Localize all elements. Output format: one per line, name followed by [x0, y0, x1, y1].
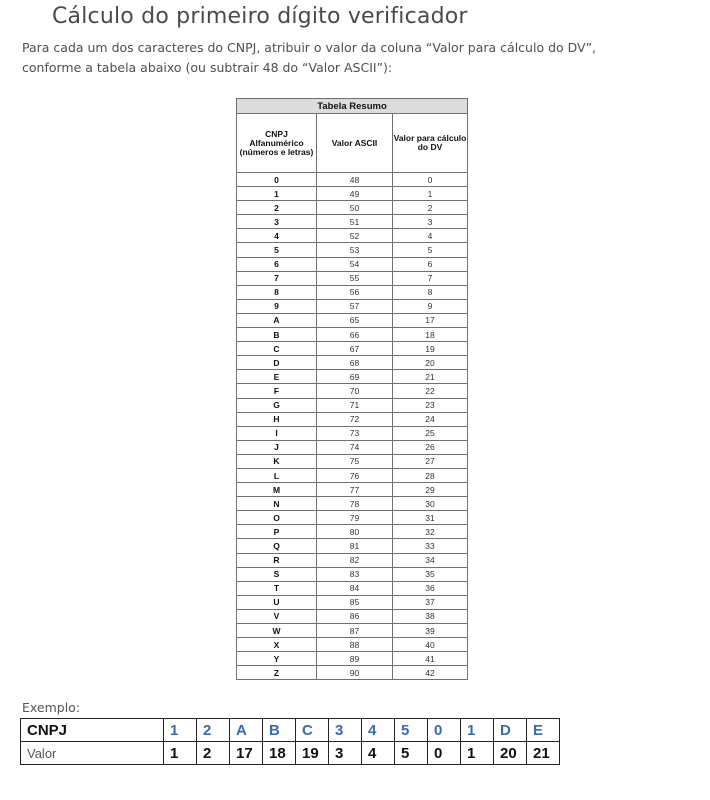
- example-row-valor: [21, 742, 560, 765]
- cell-dv-value: 1: [393, 187, 468, 201]
- example-value-cell: 5: [395, 742, 428, 765]
- cell-dv-value: 22: [393, 384, 468, 398]
- cell-ascii: 82: [317, 553, 393, 567]
- cell-ascii: 52: [317, 229, 393, 243]
- cell-character: V: [237, 609, 317, 623]
- cell-character: O: [237, 511, 317, 525]
- example-row-cnpj: [21, 719, 560, 742]
- cell-ascii: 73: [317, 426, 393, 440]
- cell-ascii: 75: [317, 454, 393, 468]
- example-character-cell: 1: [461, 719, 494, 742]
- cell-dv-value: 42: [393, 666, 468, 680]
- cell-dv-value: 41: [393, 652, 468, 666]
- cell-character: A: [237, 313, 317, 327]
- cell-dv-value: 5: [393, 243, 468, 257]
- cell-ascii: 70: [317, 384, 393, 398]
- cell-character: E: [237, 370, 317, 384]
- cell-ascii: 54: [317, 257, 393, 271]
- example-value-cell: 17: [230, 742, 263, 765]
- example-character-cell: 1: [164, 719, 197, 742]
- cell-dv-value: 25: [393, 426, 468, 440]
- example-character-cell: E: [527, 719, 560, 742]
- summary-table-body: [237, 173, 468, 680]
- example-value-cell: 19: [296, 742, 329, 765]
- cell-character: C: [237, 342, 317, 356]
- cell-character: I: [237, 426, 317, 440]
- example-value-cell: 21: [527, 742, 560, 765]
- cell-dv-value: 34: [393, 553, 468, 567]
- cell-character: H: [237, 412, 317, 426]
- cell-ascii: 71: [317, 398, 393, 412]
- header-ascii: Valor ASCII: [317, 114, 393, 173]
- cell-dv-value: 3: [393, 215, 468, 229]
- table-row: [237, 398, 468, 412]
- intro-line-1: Para cada um dos caracteres do CNPJ, atribuir o valor da coluna “Valor para cálculo do DV”,: [22, 40, 597, 55]
- table-row: [237, 497, 468, 511]
- table-row: [237, 511, 468, 525]
- cell-dv-value: 35: [393, 567, 468, 581]
- cell-character: U: [237, 595, 317, 609]
- cell-ascii: 87: [317, 624, 393, 638]
- cell-ascii: 51: [317, 215, 393, 229]
- cell-character: G: [237, 398, 317, 412]
- cell-dv-value: 20: [393, 356, 468, 370]
- table-row: [237, 229, 468, 243]
- table-row: [237, 313, 468, 327]
- cell-ascii: 76: [317, 468, 393, 482]
- cell-dv-value: 28: [393, 468, 468, 482]
- cell-dv-value: 32: [393, 525, 468, 539]
- cell-ascii: 74: [317, 440, 393, 454]
- table-row: [237, 652, 468, 666]
- table-row: [237, 412, 468, 426]
- cell-character: Q: [237, 539, 317, 553]
- example-value-cell: 1: [164, 742, 197, 765]
- example-character-cell: 5: [395, 719, 428, 742]
- cell-character: D: [237, 356, 317, 370]
- cell-dv-value: 26: [393, 440, 468, 454]
- cell-character: P: [237, 525, 317, 539]
- cell-dv-value: 4: [393, 229, 468, 243]
- cell-ascii: 81: [317, 539, 393, 553]
- cell-dv-value: 23: [393, 398, 468, 412]
- example-value-cell: 2: [197, 742, 230, 765]
- cell-character: 9: [237, 299, 317, 313]
- table-row: [237, 342, 468, 356]
- example-character-cell: C: [296, 719, 329, 742]
- example-value-cell: 20: [494, 742, 527, 765]
- table-row: [237, 215, 468, 229]
- cell-dv-value: 37: [393, 595, 468, 609]
- cell-character: N: [237, 497, 317, 511]
- table-row: [237, 285, 468, 299]
- cell-character: 2: [237, 201, 317, 215]
- cell-character: W: [237, 624, 317, 638]
- summary-table: [236, 98, 468, 680]
- cell-dv-value: 2: [393, 201, 468, 215]
- cell-dv-value: 30: [393, 497, 468, 511]
- cell-character: 6: [237, 257, 317, 271]
- example-character-cell: 0: [428, 719, 461, 742]
- table-row: [237, 638, 468, 652]
- example-character-cell: 2: [197, 719, 230, 742]
- table-row: [237, 356, 468, 370]
- cell-dv-value: 6: [393, 257, 468, 271]
- example-table: [20, 718, 560, 765]
- table-row: [237, 299, 468, 313]
- table-row: [237, 553, 468, 567]
- example-character-cell: 3: [329, 719, 362, 742]
- cell-ascii: 50: [317, 201, 393, 215]
- cell-character: R: [237, 553, 317, 567]
- cell-dv-value: 38: [393, 609, 468, 623]
- cell-ascii: 67: [317, 342, 393, 356]
- cell-ascii: 68: [317, 356, 393, 370]
- table-row: [237, 370, 468, 384]
- table-row: [237, 483, 468, 497]
- cell-dv-value: 33: [393, 539, 468, 553]
- cell-character: F: [237, 384, 317, 398]
- cell-character: Z: [237, 666, 317, 680]
- cell-ascii: 85: [317, 595, 393, 609]
- table-row: [237, 666, 468, 680]
- cell-dv-value: 39: [393, 624, 468, 638]
- cell-dv-value: 29: [393, 483, 468, 497]
- table-row: [237, 187, 468, 201]
- table-row: [237, 243, 468, 257]
- cell-character: M: [237, 483, 317, 497]
- cell-dv-value: 21: [393, 370, 468, 384]
- cell-ascii: 79: [317, 511, 393, 525]
- cell-ascii: 90: [317, 666, 393, 680]
- table-row: [237, 595, 468, 609]
- cell-ascii: 65: [317, 313, 393, 327]
- cell-character: 5: [237, 243, 317, 257]
- example-character-cell: A: [230, 719, 263, 742]
- cell-ascii: 80: [317, 525, 393, 539]
- table-row: [237, 539, 468, 553]
- cell-dv-value: 17: [393, 313, 468, 327]
- cell-ascii: 72: [317, 412, 393, 426]
- cell-character: 0: [237, 173, 317, 187]
- table-row: [237, 201, 468, 215]
- table-row: [237, 384, 468, 398]
- cell-ascii: 66: [317, 328, 393, 342]
- cell-ascii: 56: [317, 285, 393, 299]
- summary-table-caption: Tabela Resumo: [237, 99, 468, 114]
- cell-dv-value: 36: [393, 581, 468, 595]
- example-value-cell: 18: [263, 742, 296, 765]
- cell-character: 1: [237, 187, 317, 201]
- cell-character: 4: [237, 229, 317, 243]
- cell-ascii: 83: [317, 567, 393, 581]
- cell-dv-value: 0: [393, 173, 468, 187]
- example-value-cell: 0: [428, 742, 461, 765]
- example-value-cell: 3: [329, 742, 362, 765]
- cell-dv-value: 18: [393, 328, 468, 342]
- cell-dv-value: 7: [393, 271, 468, 285]
- cell-ascii: 88: [317, 638, 393, 652]
- cell-character: 3: [237, 215, 317, 229]
- table-row: [237, 525, 468, 539]
- cell-ascii: 84: [317, 581, 393, 595]
- header-cnpj: CNPJ Alfanumérico (números e letras): [237, 114, 317, 173]
- table-row: [237, 581, 468, 595]
- example-character-cell: D: [494, 719, 527, 742]
- example-label: Exemplo:: [22, 700, 81, 715]
- cell-ascii: 49: [317, 187, 393, 201]
- example-row-valor-label: Valor: [21, 742, 164, 765]
- table-row: [237, 426, 468, 440]
- example-value-cell: 1: [461, 742, 494, 765]
- table-row: [237, 624, 468, 638]
- example-character-cell: B: [263, 719, 296, 742]
- example-character-cell: 4: [362, 719, 395, 742]
- cell-character: L: [237, 468, 317, 482]
- cell-dv-value: 19: [393, 342, 468, 356]
- cell-ascii: 57: [317, 299, 393, 313]
- cell-ascii: 89: [317, 652, 393, 666]
- table-row: [237, 271, 468, 285]
- intro-line-2: conforme a tabela abaixo (ou subtrair 48 do “Valor ASCII”):: [22, 60, 393, 75]
- cell-character: K: [237, 454, 317, 468]
- page-title: Cálculo do primeiro dígito verificador: [52, 4, 468, 29]
- cell-dv-value: 40: [393, 638, 468, 652]
- cell-character: 8: [237, 285, 317, 299]
- cell-ascii: 77: [317, 483, 393, 497]
- cell-ascii: 48: [317, 173, 393, 187]
- cell-character: J: [237, 440, 317, 454]
- table-row: [237, 468, 468, 482]
- example-row-cnpj-label: CNPJ: [21, 719, 164, 742]
- cell-character: 7: [237, 271, 317, 285]
- cell-character: S: [237, 567, 317, 581]
- cell-ascii: 55: [317, 271, 393, 285]
- cell-character: B: [237, 328, 317, 342]
- cell-dv-value: 9: [393, 299, 468, 313]
- cell-ascii: 86: [317, 609, 393, 623]
- cell-dv-value: 27: [393, 454, 468, 468]
- header-dv-value: Valor para cálculo do DV: [393, 114, 468, 173]
- cell-dv-value: 24: [393, 412, 468, 426]
- table-row: [237, 454, 468, 468]
- cell-character: T: [237, 581, 317, 595]
- table-row: [237, 567, 468, 581]
- table-row: [237, 440, 468, 454]
- table-row: [237, 609, 468, 623]
- cell-ascii: 78: [317, 497, 393, 511]
- example-value-cell: 4: [362, 742, 395, 765]
- cell-dv-value: 8: [393, 285, 468, 299]
- table-row: [237, 328, 468, 342]
- table-row: [237, 173, 468, 187]
- intro-paragraph: [22, 38, 686, 78]
- cell-ascii: 69: [317, 370, 393, 384]
- cell-character: Y: [237, 652, 317, 666]
- cell-ascii: 53: [317, 243, 393, 257]
- cell-character: X: [237, 638, 317, 652]
- table-row: [237, 257, 468, 271]
- cell-dv-value: 31: [393, 511, 468, 525]
